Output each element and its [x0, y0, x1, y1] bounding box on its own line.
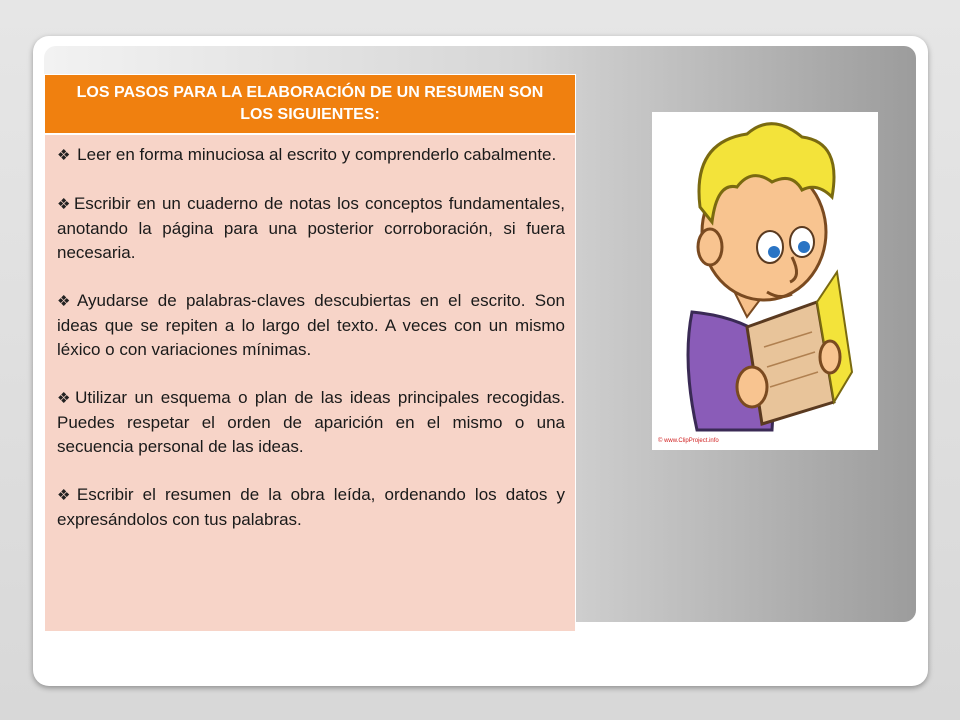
- step-text: Leer en forma minuciosa al escrito y comprenderlo cabalmente.: [72, 145, 557, 164]
- table-header: LOS PASOS PARA LA ELABORACIÓN DE UN RESUMEN SON LOS SIGUIENTES:: [45, 75, 575, 135]
- diamond-bullet-icon: ❖: [57, 390, 74, 407]
- diamond-bullet-icon: ❖: [57, 196, 72, 213]
- steps-table: [44, 74, 576, 632]
- diamond-bullet-icon: ❖: [57, 147, 71, 164]
- step-item: [57, 289, 565, 362]
- watermark: © www.ClipProject.info: [658, 438, 719, 444]
- step-text: Escribir en un cuaderno de notas los conceptos fundamentales, anotando la página para una posterior corroboración, si fuera necesaria.: [57, 194, 565, 262]
- diamond-bullet-icon: ❖: [57, 293, 75, 310]
- step-item: [57, 483, 565, 532]
- boy-reading-book-icon: [652, 112, 878, 450]
- step-item: [57, 143, 565, 168]
- step-text: Escribir el resumen de la obra leída, ordenando los datos y expresándolos con tus palabras.: [57, 485, 565, 529]
- step-item: [57, 386, 565, 459]
- table-body: [45, 135, 575, 532]
- step-text: Ayudarse de palabras-claves descubiertas en el escrito. Son ideas que se repiten a lo largo del texto. A veces con un mismo léxico o con variaciones mínimas.: [57, 291, 565, 359]
- step-text: Utilizar un esquema o plan de las ideas principales recogidas. Puedes respetar el orden de aparición en el mismo o una secuencia personal de las ideas.: [57, 388, 566, 456]
- step-item: [57, 192, 565, 265]
- boy-reading-illustration: [652, 112, 878, 450]
- diamond-bullet-icon: ❖: [57, 487, 75, 504]
